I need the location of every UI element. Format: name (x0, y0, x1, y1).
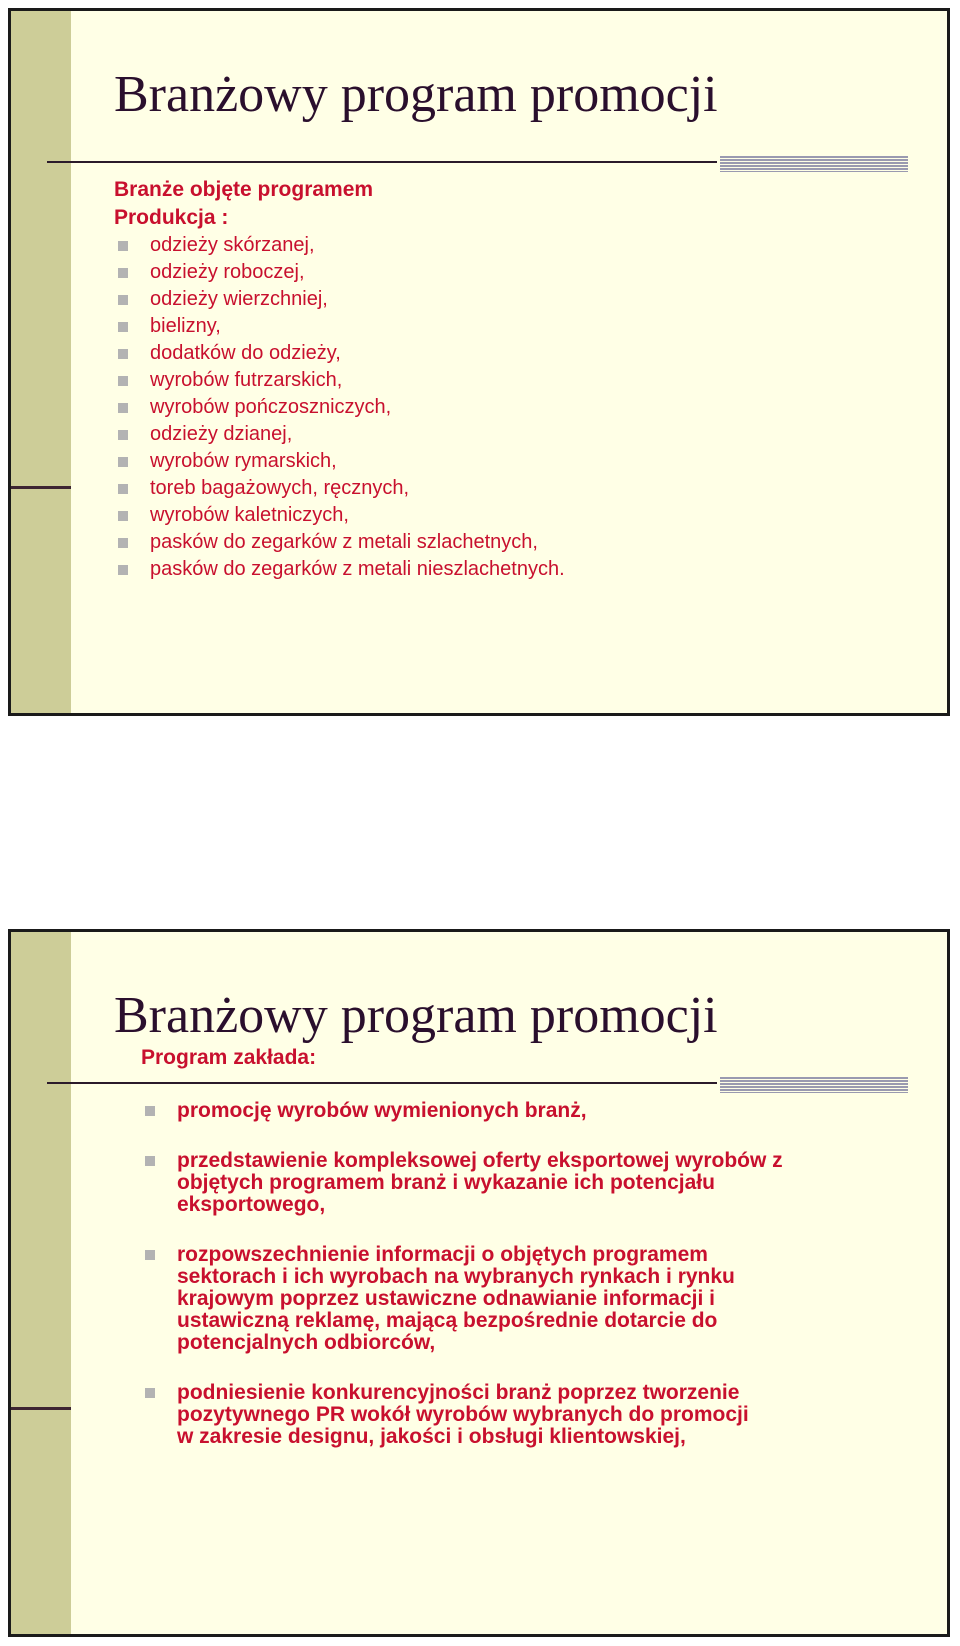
slide-1-side-bar-marker (11, 486, 71, 489)
square-bullet-icon (118, 511, 128, 521)
list-item: pasków do zegarków z metali nieszlachetnych. (114, 556, 565, 583)
slide-2-title: Branżowy program promocji (114, 987, 718, 1044)
list-item: wyrobów futrzarskich, (114, 367, 565, 394)
list-item: toreb bagażowych, ręcznych, (114, 475, 565, 502)
slide-2-side-bar-marker (11, 1407, 71, 1410)
square-bullet-icon (145, 1250, 155, 1260)
slide-1-side-bar (11, 11, 71, 713)
square-bullet-icon (118, 349, 128, 359)
square-bullet-icon (118, 403, 128, 413)
slide-2-side-bar (11, 932, 71, 1634)
slide-2-item-list (141, 1100, 881, 1448)
square-bullet-icon (118, 241, 128, 251)
list-item: odzieży roboczej, (114, 259, 565, 286)
slide-1-item-list (114, 232, 565, 583)
list-item: odzieży skórzanej, (114, 232, 565, 259)
square-bullet-icon (118, 565, 128, 575)
list-item: podniesienie konkurencyjności branż poprzez tworzenie pozytywnego PR wokół wyrobów wybranych do promocji w zakresie designu, jakości i obsługi klientowskiej, (141, 1382, 881, 1448)
list-item: bielizny, (114, 313, 565, 340)
list-item: wyrobów kaletniczych, (114, 502, 565, 529)
slide-1-title-accent (720, 156, 908, 172)
square-bullet-icon (118, 484, 128, 494)
slide-1-heading: Branże objęte programem (114, 178, 374, 201)
list-item: odzieży wierzchniej, (114, 286, 565, 313)
list-item: przedstawienie kompleksowej oferty eksportowej wyrobów z objętych programem branż i wykazanie ich potencjału eksportowego, (141, 1150, 881, 1216)
square-bullet-icon (118, 268, 128, 278)
slide-2-heading: Program zakłada: (141, 1046, 317, 1069)
list-item: odzieży dzianej, (114, 421, 565, 448)
list-item: pasków do zegarków z metali szlachetnych, (114, 529, 565, 556)
square-bullet-icon (118, 538, 128, 548)
slide-1-subheading: Produkcja : (114, 206, 229, 229)
slide-1-title: Branżowy program promocji (114, 66, 718, 123)
square-bullet-icon (118, 430, 128, 440)
list-item: promocję wyrobów wymienionych branż, (141, 1100, 881, 1122)
slide-2 (8, 929, 950, 1637)
square-bullet-icon (118, 322, 128, 332)
square-bullet-icon (145, 1106, 155, 1116)
slide-1 (8, 8, 950, 716)
square-bullet-icon (118, 376, 128, 386)
list-item: rozpowszechnienie informacji o objętych programem sektorach i ich wyrobach na wybranych rynkach i rynku krajowym poprzez ustawiczne odnawianie informacji i ustawiczną reklamę, mającą bezpośrednie dotarcie do potencjalnych odbiorców, (141, 1244, 881, 1354)
slide-1-content (114, 176, 565, 583)
slide-1-title-rule (47, 161, 717, 163)
square-bullet-icon (145, 1388, 155, 1398)
list-item: wyrobów rymarskich, (114, 448, 565, 475)
list-item: wyrobów pończoszniczych, (114, 394, 565, 421)
slide-2-content (141, 1044, 881, 1476)
square-bullet-icon (118, 295, 128, 305)
list-item: dodatków do odzieży, (114, 340, 565, 367)
square-bullet-icon (145, 1156, 155, 1166)
square-bullet-icon (118, 457, 128, 467)
